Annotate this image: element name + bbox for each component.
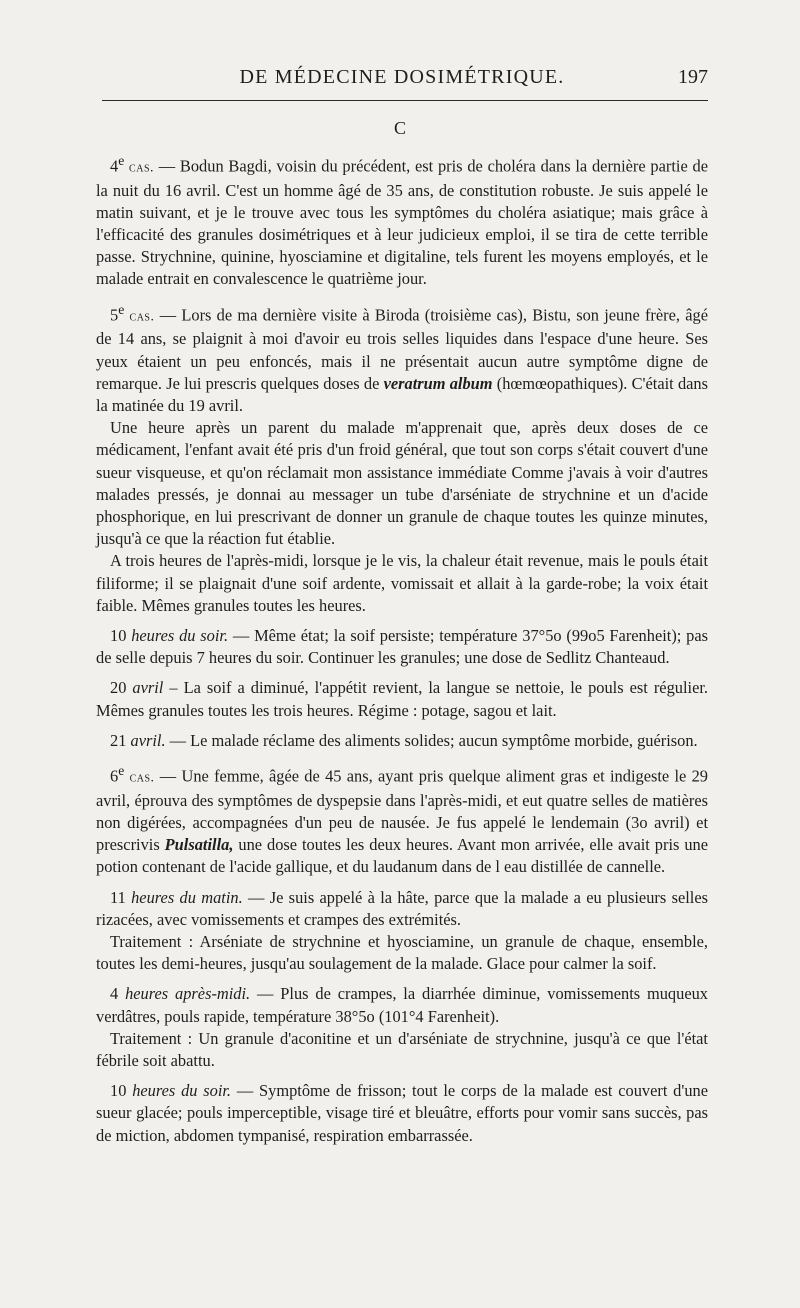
case-number-suffix: e (118, 763, 125, 779)
case-label: cas. (129, 770, 155, 786)
entry-time: 10 (110, 1081, 133, 1101)
paragraph-entry (96, 1080, 708, 1147)
entry-time-label: heures du matin. (131, 887, 243, 907)
header-rule (102, 100, 708, 101)
paragraph-entry (96, 625, 708, 669)
case-number: 6 (110, 766, 119, 786)
page-header (96, 62, 708, 102)
entry-time-label: heures après-midi. (125, 984, 251, 1004)
case-label: cas. (129, 309, 155, 325)
paragraph-treatment (96, 931, 708, 975)
paragraph-entry (96, 677, 708, 721)
section-mark: C (393, 118, 406, 138)
entry-time-label: heures du soir. (131, 626, 229, 645)
case-number: 4 (110, 156, 119, 176)
paragraph-text: A trois heures de l'après-midi, lorsque je le vis, la chaleur était revenue, mais le pouls était filiforme; il se plaignait d'une soif ardente, vomissait et allait à la garde-robe; la voix était faible. Mêmes granules toutes les heures. (96, 551, 708, 615)
paragraph-text: — Je suis appelé à la hâte, parce que la malade a eu plusieurs selles rizacées, avec vomissements et crampes des extrémités. (96, 887, 708, 929)
paragraph-case-4 (96, 150, 708, 291)
entry-time: 11 (110, 887, 132, 907)
paragraph (96, 550, 708, 617)
body-text (96, 150, 708, 1147)
paragraph-text: — Même état; la soif persiste; température 37°5o (99o5 Farenheit); pas de selle depuis 7 heures du soir. Continuer les granules; une dose de Sedlitz Chanteaud. (96, 626, 708, 668)
paragraph-text: Traitement : Arséniate de strychnine et hyosciamine, un granule de chaque, ensemble, toutes les demi-heures, jusqu'au soulagement de la malade. Glace pour calmer la soif. (96, 931, 708, 974)
case-label: cas. (129, 160, 154, 176)
remedy-name: veratrum album (383, 373, 493, 393)
paragraph-text: Une heure après un parent du malade m'apprenait que, après deux doses de ce médicament, l'enfant avait été pris d'un froid général, que tout son corps s'était couvert d'une sueur visqueuse, et qu'on réclamait mon assistance immédiate Comme j'avais à voir d'autres malades pressés, je donnai au messager un tube d'arséniate de strychnine et un d'acide phosphorique, en lui prescrivant de donner un granule de chaque toutes les quinze minutes, jusqu'à ce que la réaction fut établie. (96, 418, 708, 549)
paragraph (96, 417, 708, 550)
entry-time: 4 (110, 984, 126, 1004)
paragraph-text: — Plus de crampes, la diarrhée diminue, vomissements muqueux verdâtres, pouls rapide, température 38°5o (101°4 Farenheit). (96, 984, 708, 1026)
paragraph-entry (96, 887, 708, 931)
paragraph-entry (96, 983, 708, 1027)
paragraph-text: — Lors de ma dernière visite à Biroda (troisième cas), Bistu, son jeune frère, âgé de 14 ans, se plaignit à moi d'avoir eu trois selles liquides dans l'espace d'une heure. Ses yeux étaient un peu enfoncés, mais il ne présentait aucun autre symptôme digne de remarque. Je lui prescris quelques doses de (96, 305, 708, 393)
paragraph-text: une dose toutes les deux heures. Avant mon arrivée, elle avait pris une potion contenant de l'acide gallique, et du laudanum dans de l eau distillée de cannelle. (96, 835, 708, 877)
remedy-name: Pulsatilla, (164, 835, 234, 855)
case-number: 5 (110, 305, 119, 325)
paragraph-text: — Symptôme de frisson; tout le corps de la malade est couvert d'une sueur glacée; pouls imperceptible, visage tiré et bleuâtre, efforts pour vomir sans succès, pas de miction, abdomen tympanisé, respiration embarrassée. (96, 1081, 708, 1145)
paragraph-text: Traitement : Un granule d'aconitine et un d'arséniate de strychnine, jusqu'à ce que l'état fébrile soit abattu. (96, 1028, 708, 1070)
paragraph-text: (hœmœopathiques). C'était dans la matinée du 19 avril. (96, 373, 708, 415)
paragraph-text: — Le malade réclame des aliments solides; aucun symptôme morbide, guérison. (165, 730, 698, 750)
paragraph-case-6 (96, 760, 708, 878)
running-title: DE MÉDECINE DOSIMÉTRIQUE. (239, 66, 565, 88)
entry-date-label: avril. (130, 730, 166, 750)
paragraph-text: – La soif a diminué, l'appétit revient, la langue se nettoie, le pouls est régulier. Mêmes granules toutes les trois heures. Régime : potage, sagou et lait. (96, 678, 708, 720)
entry-date: 20 (110, 678, 133, 698)
case-number-suffix: e (118, 301, 125, 317)
paragraph-entry (96, 730, 708, 752)
entry-date: 21 (110, 730, 131, 750)
paragraph-case-5 (96, 299, 708, 417)
case-number-suffix: e (118, 153, 125, 168)
entry-time-label: heures du soir. (132, 1081, 232, 1101)
page-number: 197 (678, 66, 708, 88)
paragraph-text: — Bodun Bagdi, voisin du précédent, est pris de choléra dans la dernière partie de la nuit du 16 avril. C'est un homme âgé de 35 ans, de constitution robuste. Je suis appelé le matin suivant, et je le trouve avec tous les symptômes du choléra asiatique; mais grâce à l'efficacité des granules dosimétriques et à leur judicieux emploi, il se tira de cette terrible passe. Strychnine, quinine, hyosciamine et digitaline, tels furent les moyens employés, et le malade entrait en convalescence le quatrième jour. (96, 156, 708, 289)
paragraph-text: — Une femme, âgée de 45 ans, ayant pris quelque aliment gras et indigeste le 29 avril, éprouva des symptômes de dyspepsie dans l'après-midi, et eut quatre selles de matières non digérées, accompagnées d'un peu de nausée. Je fus appelé le lendemain (3o avril) et prescrivis (96, 766, 708, 855)
entry-time: 10 (110, 626, 132, 645)
paragraph-treatment (96, 1028, 708, 1072)
entry-date-label: avril (132, 678, 164, 698)
